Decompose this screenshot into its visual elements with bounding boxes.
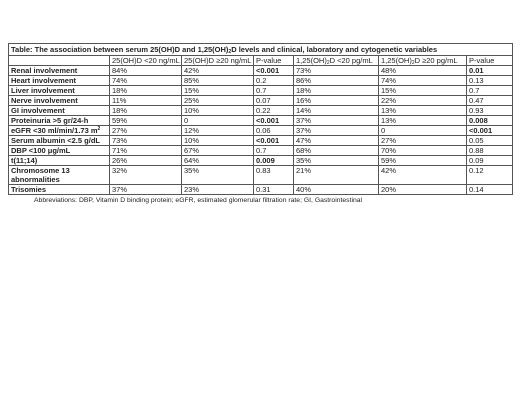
table-row — [9, 136, 513, 146]
table-figure — [8, 43, 512, 205]
cell: 23% — [182, 185, 254, 195]
cell: 32% — [110, 166, 182, 185]
cell: 42% — [379, 166, 467, 185]
table-row — [9, 66, 513, 76]
cell: 84% — [110, 66, 182, 76]
cell: 12% — [182, 126, 254, 136]
pvalue-cell: 0.7 — [254, 86, 294, 96]
association-table — [8, 43, 513, 195]
cell: 67% — [182, 146, 254, 156]
cell: 59% — [379, 156, 467, 166]
table-row — [9, 185, 513, 195]
cell: 64% — [182, 156, 254, 166]
cell: 10% — [182, 136, 254, 146]
header-pvalue-2: P-value — [467, 56, 513, 66]
table-row — [9, 96, 513, 106]
cell: 14% — [294, 106, 379, 116]
cell: 16% — [294, 96, 379, 106]
pvalue-cell: 0.09 — [467, 156, 513, 166]
cell: 0 — [379, 126, 467, 136]
cell: 73% — [294, 66, 379, 76]
pvalue-cell: 0.06 — [254, 126, 294, 136]
abbreviations-note: Abbreviations: DBP, Vitamin D binding protein; eGFR, estimated glomerular filtration rate; GI, Gastrointestinal — [34, 197, 363, 204]
row-label: DBP <100 μg/mL — [9, 146, 110, 156]
row-label: Renal involvement — [9, 66, 110, 76]
row-label: GI involvement — [9, 106, 110, 116]
table-caption-row — [9, 44, 513, 56]
cell: 25% — [182, 96, 254, 106]
pvalue-cell: 0.008 — [467, 116, 513, 126]
header-25ohd-low: 25(OH)D <20 ng/mL — [110, 56, 182, 66]
row-label: Serum albumin <2.5 g/dL — [9, 136, 110, 146]
cell: 74% — [379, 76, 467, 86]
cell: 22% — [379, 96, 467, 106]
pvalue-cell: <0.001 — [467, 126, 513, 136]
cell: 86% — [294, 76, 379, 86]
table-row — [9, 106, 513, 116]
cell: 48% — [379, 66, 467, 76]
table-header-row — [9, 56, 513, 66]
cell: 40% — [294, 185, 379, 195]
pvalue-cell: 0.31 — [254, 185, 294, 195]
row-label: Proteinuria >5 gr/24-h — [9, 116, 110, 126]
pvalue-cell: 0.47 — [467, 96, 513, 106]
cell: 73% — [110, 136, 182, 146]
cell: 20% — [379, 185, 467, 195]
cell: 0 — [182, 116, 254, 126]
pvalue-cell: 0.07 — [254, 96, 294, 106]
cell: 35% — [294, 156, 379, 166]
cell: 35% — [182, 166, 254, 185]
pvalue-cell: <0.001 — [254, 116, 294, 126]
cell: 26% — [110, 156, 182, 166]
row-label: Heart involvement — [9, 76, 110, 86]
header-25ohd-high: 25(OH)D ≥20 ng/mL — [182, 56, 254, 66]
cell: 70% — [379, 146, 467, 156]
pvalue-cell: 0.7 — [467, 86, 513, 96]
table-row — [9, 146, 513, 156]
cell: 21% — [294, 166, 379, 185]
header-blank — [9, 56, 110, 66]
cell: 27% — [110, 126, 182, 136]
table-row — [9, 126, 513, 136]
cell: 85% — [182, 76, 254, 86]
cell: 47% — [294, 136, 379, 146]
header-125ohd-high: $1,25(OH)_2D \ge 20$ pg/mL — [379, 56, 467, 66]
cell: 68% — [294, 146, 379, 156]
pvalue-cell: 0.05 — [467, 136, 513, 146]
pvalue-cell: 0.2 — [254, 76, 294, 86]
cell: 37% — [294, 116, 379, 126]
cell: 18% — [294, 86, 379, 96]
pvalue-cell: 0.01 — [467, 66, 513, 76]
table-row — [9, 166, 513, 185]
table-row — [9, 116, 513, 126]
table-caption: Table: The association between serum 25(OH)D and $1,25(OH)_2D$ levels and clinical, laboratory and cytogenetic variables — [9, 44, 513, 56]
cell: 37% — [110, 185, 182, 195]
row-label: Chromosome 13 abnormalities — [9, 166, 110, 185]
pvalue-cell: <0.001 — [254, 136, 294, 146]
cell: 15% — [182, 86, 254, 96]
cell: 15% — [379, 86, 467, 96]
pvalue-cell: 0.14 — [467, 185, 513, 195]
cell: 59% — [110, 116, 182, 126]
table-row — [9, 86, 513, 96]
cell: 11% — [110, 96, 182, 106]
cell: 74% — [110, 76, 182, 86]
cell: 13% — [379, 106, 467, 116]
table-row — [9, 76, 513, 86]
cell: 27% — [379, 136, 467, 146]
pvalue-cell: 0.12 — [467, 166, 513, 185]
row-label: t(11;14) — [9, 156, 110, 166]
pvalue-cell: 0.7 — [254, 146, 294, 156]
pvalue-cell: 0.009 — [254, 156, 294, 166]
cell: 10% — [182, 106, 254, 116]
header-125ohd-low: $1,25(OH)_2D <20$ pg/mL — [294, 56, 379, 66]
header-pvalue-1: P-value — [254, 56, 294, 66]
pvalue-cell: 0.93 — [467, 106, 513, 116]
cell: 13% — [379, 116, 467, 126]
row-label: Liver involvement — [9, 86, 110, 96]
cell: 37% — [294, 126, 379, 136]
row-label: Nerve involvement — [9, 96, 110, 106]
pvalue-cell: 0.88 — [467, 146, 513, 156]
cell: 71% — [110, 146, 182, 156]
pvalue-cell: <0.001 — [254, 66, 294, 76]
table-row — [9, 156, 513, 166]
cell: 42% — [182, 66, 254, 76]
pvalue-cell: 0.22 — [254, 106, 294, 116]
cell: 18% — [110, 106, 182, 116]
cell: 18% — [110, 86, 182, 96]
pvalue-cell: 0.13 — [467, 76, 513, 86]
pvalue-cell: 0.83 — [254, 166, 294, 185]
row-label: eGFR <30 ml/min/1.73 $m^2$ — [9, 126, 110, 136]
row-label: Trisomies — [9, 185, 110, 195]
